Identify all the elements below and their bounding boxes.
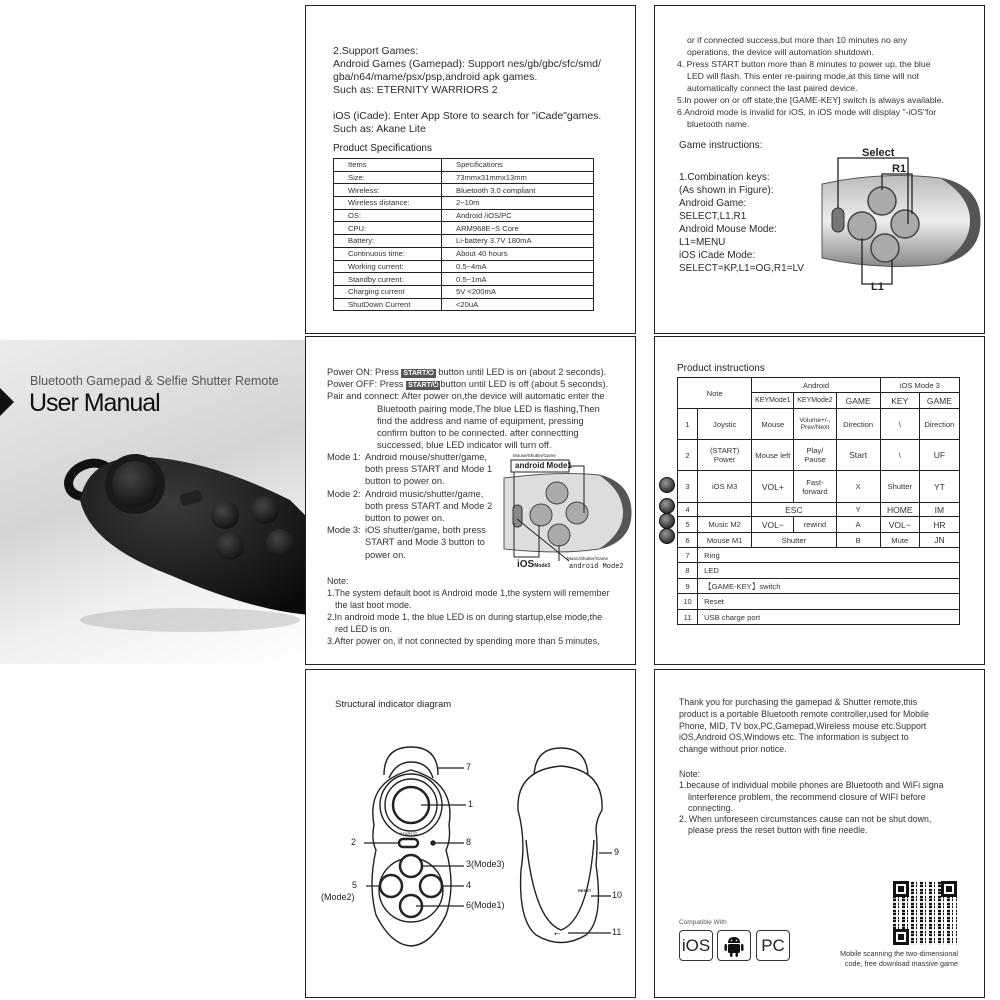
spec-row [334,222,594,235]
thanks-notes [679,769,984,837]
pair-connect-line: Pair and connect: After power on,the device will automatic enter the [327,391,605,402]
power-on-line: Power ON: Press START/⏻ button until LED is on (about 2 seconds). [327,367,607,377]
row-name: iOS M3 [698,471,752,503]
gamepad-mode-illustration [499,453,634,573]
row-ios-key: HOME [880,503,919,517]
row-ios-key: \ [880,409,919,440]
note-line: connecting. [688,802,733,813]
note-line: 1.The system default boot is Android mode 1,the system will remember [327,588,610,598]
diagram-title: Structural indicator diagram [335,699,452,710]
row-num: 6 [678,533,698,548]
note-line: automatically connect the last paired device. [687,83,858,93]
spec-header-cell: Specifications [442,159,594,172]
r1-label: R1 [892,163,907,175]
spec-cell: 0.5~1mA [442,273,594,286]
row-ios-key: Shutter [880,471,919,503]
subheader: KEYMode1 [752,393,794,409]
row-num: 5 [678,517,698,533]
label-3-mode3: 3(Mode3) [466,859,505,869]
spec-cell: Continuous time: [334,247,442,260]
spec-row [334,209,594,222]
note-line: 3.After power on, if not connected by spending more than 5 minutes, [327,636,600,646]
notes-heading: Note: [327,576,349,586]
header-note: Note [678,378,752,409]
mode-2: Mode 2: Android music/shutter/game, both press START and Mode 2 button to power on. [327,488,493,524]
combination-keys [679,171,804,275]
note-line: 1.because of individual mobile phones are Bluetooth and WiFi signa [679,780,944,791]
label-11: 11 [612,927,622,937]
pc-compat-badge: PC [756,930,790,961]
row-name [698,503,752,517]
spec-cell: ARM968E~S Core [442,222,594,235]
row-km2: Play/ Pause [794,440,836,471]
label-6-mode1: 6(Mode1) [466,900,505,910]
table-row [678,610,960,625]
spec-cell: 2~10m [442,197,594,210]
row-km-merged: Shutter [752,533,836,548]
row-km1: Mouse [752,409,794,440]
row-ios-game: UF [919,440,959,471]
spec-cell: Wireless: [334,184,442,197]
row-ios-key: \ [880,440,919,471]
ios-games-line: Such as: Akane Lite [333,123,426,135]
l1-label: L1 [871,281,884,293]
page-product-instructions [654,336,985,665]
spec-title: Product Specifications [333,143,432,154]
qr-code-icon [893,881,957,945]
spec-cell: CPU: [334,222,442,235]
spec-row [334,285,594,298]
note-line: bluetooth name. [687,119,750,129]
spec-row [334,298,594,311]
spec-cell: About 40 hours [442,247,594,260]
ios-compat-badge: iOS [679,930,713,961]
pair-line: find the address and name of equipment, pressing [377,415,584,426]
note-line: the last boot mode. [335,600,412,610]
row-num: 10 [678,594,698,610]
select-label: Select [862,147,895,159]
label-2: 2 [351,837,357,847]
note-line: or if connected success,but more than 10 minutes no any [687,35,908,45]
notes-heading: Note: [679,769,701,779]
combo-line: Android Mouse Mode: [679,224,777,235]
spec-cell: <20uA [442,298,594,311]
spec-cell: OS: [334,209,442,222]
table-row [678,503,960,517]
subheader: GAME [836,393,880,409]
spec-cell: 73mmx31mmx13mm [442,171,594,184]
modes-list [327,451,492,561]
subheader: KEY [880,393,919,409]
pair-line: successed, blue LED indicator will turn off. [377,440,552,451]
thanks-line: change without prior notice. [679,744,787,755]
spec-row [334,273,594,286]
notes-continued [677,34,985,130]
row-ios-game: HR [919,517,959,533]
header-android: Android [752,378,880,393]
combo-line: Android Game: [679,198,747,209]
page-power-modes [305,336,636,665]
row-ios-key: VOL− [880,517,919,533]
table-header-row [678,378,960,393]
note-line: please press the reset button with fine needle. [688,825,868,836]
android-mode1-label: android Mode1 [515,461,572,470]
mode1-small-label: Mouse/Shutter/Game [513,453,556,458]
mode-figure [499,453,634,573]
label-1: 1 [468,799,474,809]
spec-row [334,184,594,197]
spec-cell: Bluetooth 3.0 compliant [442,184,594,197]
row-game: B [836,533,880,548]
thanks-line: Phone, MID, TV box,PC,Gamepad,Wireless mouse etc.Support [679,720,927,731]
row-ios-key: Mute [880,533,919,548]
product-instructions-title: Product instructions [677,363,765,374]
row-game: Direction [836,409,880,440]
note-line: 2.In android mode 1, the blue LED is on during startup,else mode,the [327,612,603,622]
row-num: 3 [678,471,698,503]
x-button-icon [659,513,675,529]
spec-row [334,235,594,248]
thanks-line: product is a portable Bluetooth remote controller,used for Mobile [679,708,929,719]
row-num: 9 [678,579,698,594]
android-robot-icon [724,935,744,957]
row-game: Y [836,503,880,517]
combination-key-figure [820,146,985,296]
row-km2: rewind [794,517,836,533]
power-notes [327,575,636,647]
row-num: 11 [678,610,698,625]
subheader: KEYMode2 [794,393,836,409]
row-ios-game: IM [919,503,959,517]
table-row [678,440,960,471]
combo-line: iOS iCade Mode: [679,250,756,261]
label-7: 7 [466,762,472,772]
table-row [678,548,960,563]
table-row [678,471,960,503]
label-4: 4 [466,880,472,890]
gamepad-photo [50,440,305,640]
ios-mode3-label: iOSMode3 [517,559,551,570]
spec-cell: 5V <200mA [442,285,594,298]
row-game: X [836,471,880,503]
label-5-mode2: (Mode2) [321,892,355,902]
row-num: 7 [678,548,698,563]
combo-line: 1.Combination keys: [679,172,770,183]
table-row [678,579,960,594]
spec-cell: Working current: [334,260,442,273]
page-thanks-compat [654,669,985,998]
row-game: A [836,517,880,533]
row-num: 2 [678,440,698,471]
arrow-marker-icon [0,388,14,416]
spec-header-row [334,159,594,172]
note-line: linterference problem, the recommend closure of WIFI before [688,791,926,802]
start-power-key-badge: START/⏻ [403,370,434,377]
label-9: 9 [614,847,620,857]
qr-caption-line: code, free download massive game [844,958,958,968]
row-label: Reset [698,594,960,610]
spec-cell: Charging current [334,285,442,298]
row-game: Start [836,440,880,471]
spec-cell: Standby current: [334,273,442,286]
thanks-text [679,697,979,756]
row-label: 【GAME-KEY】switch [698,579,960,594]
row-num: 4 [678,503,698,517]
usb-icon: ⭠ [554,929,561,938]
spec-row [334,171,594,184]
combo-line: SELECT,L1,R1 [679,211,747,222]
page-game-instructions [654,5,985,334]
thanks-line: Thank you for purchasing the gamepad & Shutter remote,this [679,697,918,707]
row-ios-game: Direction [919,409,959,440]
row-km-merged: ESC [752,503,836,517]
spec-cell: 0.5~4mA [442,260,594,273]
gamepad-structure-diagram [306,670,636,998]
row-label: Ring [698,548,960,563]
row-km2: Volume+/-, Prev/Next [794,409,836,440]
cover-subtitle: Bluetooth Gamepad & Selfie Shutter Remote [30,374,279,388]
row-name: Joystic [698,409,752,440]
spec-cell: Wireless distance: [334,197,442,210]
support-games-line: gba/n64/mame/psx/psp,android apk games. [333,71,538,83]
spec-cell: Size: [334,171,442,184]
mode-1: Mode 1: Android mouse/shutter/game, both press START and Mode 1 button to power on. [327,452,493,487]
label-8: 8 [466,837,472,847]
compatible-with-label: Compatible With [679,919,727,926]
power-section [327,366,636,451]
start-power-tag: START/⏻ [400,831,418,836]
page-structural-diagram [305,669,636,998]
page-support-games-specs [305,5,636,334]
note-line: LED will flash. This enter re-pairing mode,at this time will not [687,71,920,81]
combo-line: (As shown in Figure): [679,185,774,196]
reset-tag: RESET [578,888,592,893]
support-games-line: Such as: ETERNITY WARRIORS 2 [333,84,498,96]
cover-page [0,340,305,664]
qr-caption [840,949,958,968]
spec-row [334,260,594,273]
row-name: Music M2 [698,517,752,533]
support-games-line: Android Games (Gamepad): Support nes/gb/gbc/sfc/smd/ [333,58,601,70]
row-ios-game: YT [919,471,959,503]
table-row [678,533,960,548]
circle-button-icon [659,528,675,544]
note-line: 2. When unforeseen circumstances cause can not be shut down, [679,814,932,825]
mode3-button-icon [659,477,675,493]
row-num: 1 [678,409,698,440]
support-games-heading: 2.Support Games: [333,45,419,57]
mode-3: Mode 3: iOS shutter/game, both press START and Mode 3 button to power on. [327,525,486,560]
note-line: 4. Press START button more than 8 minutes to power up, the blue [677,59,931,69]
spec-header-cell: Items [334,159,442,172]
spec-row [334,247,594,260]
start-power-key-badge: START/⏻ [408,382,439,390]
pair-line: Bluetooth pairing mode,The blue LED is flashing,Then [377,403,600,414]
triangle-button-icon [659,498,675,514]
ios-games-line: iOS (iCade): Enter App Store to search for "iCade"games. [333,110,602,122]
row-km2: Fast- forward [794,471,836,503]
pair-line: confirm button to be connected. after connectting [377,428,579,439]
row-num: 8 [678,563,698,579]
note-line: 5.In power on or off state,the [GAME-KEY] switch is always available. [677,95,944,105]
row-name: (START) Power [698,440,752,471]
spec-cell: ShutDown Current [334,298,442,311]
spec-cell: Li-battery 3.7V 180mA [442,235,594,248]
thanks-line: iOS,Android OS,Windows etc. The information is subject to [679,732,909,743]
spec-cell: Android /iOS/PC [442,209,594,222]
spec-row [334,197,594,210]
android-icon [717,930,751,961]
game-instructions-heading: Game instructions: [679,140,763,151]
cover-title: User Manual [29,389,160,417]
android-mode2-label: android Mode2 [569,563,624,571]
label-5: 5 [352,880,358,890]
spec-cell: Battery: [334,235,442,248]
spec-table [333,158,594,311]
row-label: USB charge port [698,610,960,625]
row-name: Mouse M1 [698,533,752,548]
power-off-line: Power OFF: Press START/⏻ button until LED is off (about 5 seconds). [327,379,609,390]
table-row [678,563,960,579]
label-10: 10 [612,890,623,900]
row-label: LED [698,563,960,579]
note-line: 6.Android mode is invalid for iOS, in iOS mode will display "-iOS"for [677,107,937,117]
mode2-small-label: Music/Shutter/Game [567,556,609,561]
table-row [678,594,960,610]
combo-line: L1=MENU [679,237,726,248]
row-km1: Mouse left [752,440,794,471]
table-row [678,517,960,533]
note-line: red LED is on. [335,624,393,634]
qr-caption-line: Mobile scanning the two-dimensional [840,949,958,958]
subheader: GAME [919,393,959,409]
table-row [678,409,960,440]
header-ios: iOS Mode 3 [880,378,959,393]
note-line: operations, the device will automation shutdown. [687,47,874,57]
instructions-table [677,377,960,625]
row-km1: VOL− [752,517,794,533]
support-games-section [333,45,633,136]
row-ios-game: JN [919,533,959,548]
combo-line: SELECT=KP,L1=OG,R1=LV [679,263,804,274]
row-km1: VOL+ [752,471,794,503]
